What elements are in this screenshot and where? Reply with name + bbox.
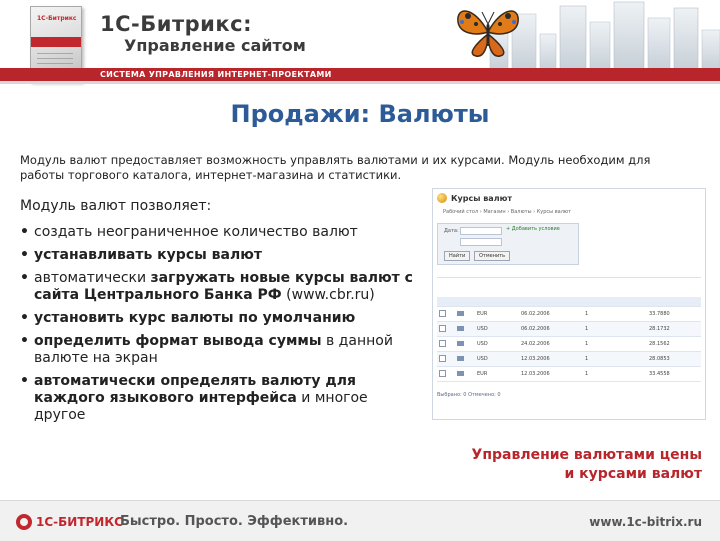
- feature-text-bold: загружать новые курсы валют с сайта Центрального Банка РФ: [34, 270, 413, 303]
- cell-currency: USD: [475, 322, 519, 337]
- cell-amount: 1: [583, 352, 647, 367]
- butterfly-image: [452, 2, 524, 60]
- header-tagline-bar: [0, 68, 720, 81]
- table-row[interactable]: [437, 337, 701, 352]
- slide-footer: [0, 500, 720, 541]
- cell-rate: 33.4558: [647, 367, 701, 382]
- cell-rate: 28.0853: [647, 352, 701, 367]
- row-checkbox[interactable]: [439, 310, 446, 317]
- product-box-stripe: [31, 37, 81, 47]
- product-box-label: 1С-Битрикс: [37, 15, 77, 22]
- row-checkbox[interactable]: [439, 355, 446, 362]
- brand-title: 1С-Битрикс:: [100, 12, 252, 36]
- screenshot-title: Курсы валют: [451, 193, 512, 203]
- cell-currency: EUR: [475, 307, 519, 322]
- cell-amount: 1: [583, 307, 647, 322]
- bullet-marker: •: [20, 270, 29, 286]
- row-actions-icon[interactable]: [457, 371, 464, 376]
- filter-panel: [437, 223, 579, 265]
- footer-slogan: Быстро. Просто. Эффективно.: [120, 514, 349, 529]
- bullet-marker: •: [20, 333, 29, 349]
- rates-table: [437, 297, 701, 382]
- table-row[interactable]: [437, 367, 701, 382]
- caption-line-1: Управление валютами цены: [471, 447, 702, 463]
- bullet-marker: •: [20, 310, 29, 326]
- table-header-row: [437, 297, 701, 307]
- footer-brand: 1С-БИТРИКС: [36, 515, 123, 529]
- feature-item: [20, 333, 420, 367]
- currency-rates-screenshot: [432, 188, 706, 420]
- feature-text-bold: определить формат вывода суммы: [34, 333, 322, 349]
- cell-rate: 33.7880: [647, 307, 701, 322]
- header-divider: [0, 81, 720, 84]
- caption-line-2: и курсами валют: [564, 466, 702, 482]
- bullet-marker: •: [20, 224, 29, 240]
- cell-date: 12.03.2006: [519, 352, 583, 367]
- footer-url: www.1c-bitrix.ru: [589, 515, 702, 529]
- screenshot-header: [437, 193, 512, 203]
- add-condition-link[interactable]: + Добавить условие: [506, 226, 560, 232]
- cell-rate: 28.1732: [647, 322, 701, 337]
- breadcrumb: Рабочий стол › Магазин › Валюты › Курсы валют: [443, 209, 572, 215]
- filter-date-input[interactable]: [460, 227, 502, 235]
- grid-toolbar: [437, 277, 701, 288]
- row-checkbox[interactable]: [439, 370, 446, 377]
- cell-rate: 28.1562: [647, 337, 701, 352]
- cell-date: 12.03.2006: [519, 367, 583, 382]
- table-row[interactable]: [437, 352, 701, 367]
- features-lead: Модуль валют позволяет:: [20, 198, 212, 214]
- cell-currency: EUR: [475, 367, 519, 382]
- brand-subtitle: Управление сайтом: [124, 36, 306, 55]
- header-tagline: СИСТЕМА УПРАВЛЕНИЯ ИНТЕРНЕТ-ПРОЕКТАМИ: [100, 70, 332, 79]
- screenshot-caption: [382, 446, 702, 484]
- bullet-marker: •: [20, 247, 29, 263]
- bitrix-logo-icon: [16, 514, 32, 530]
- feature-item: [20, 224, 420, 241]
- footer-logo: [16, 514, 123, 530]
- feature-item: [20, 373, 420, 424]
- row-checkbox[interactable]: [439, 325, 446, 332]
- cell-amount: 1: [583, 367, 647, 382]
- row-actions-icon[interactable]: [457, 311, 464, 316]
- feature-text-bold: установить курс валюты по умолчанию: [34, 310, 356, 326]
- feature-text: создать неограниченное количество валют: [34, 224, 358, 240]
- cell-amount: 1: [583, 337, 647, 352]
- slide-title: Продажи: Валюты: [230, 100, 490, 128]
- feature-item: [20, 247, 420, 264]
- feature-text: и многое другое: [34, 390, 368, 423]
- table-row[interactable]: [437, 322, 701, 337]
- bullet-marker: •: [20, 373, 29, 389]
- feature-item: [20, 270, 420, 304]
- row-actions-icon[interactable]: [457, 356, 464, 361]
- slide-header: [0, 0, 720, 88]
- cell-date: 24.02.2006: [519, 337, 583, 352]
- cancel-button[interactable]: Отменить: [474, 251, 510, 261]
- row-actions-icon[interactable]: [457, 341, 464, 346]
- feature-item: [20, 310, 420, 327]
- feature-text: в данной валюте на экран: [34, 333, 393, 366]
- cell-date: 06.02.2006: [519, 307, 583, 322]
- feature-text: автоматически: [34, 270, 151, 286]
- row-actions-icon[interactable]: [457, 326, 464, 331]
- table-row[interactable]: [437, 307, 701, 322]
- feature-text-bold: устанавливать курсы валют: [34, 247, 262, 263]
- row-checkbox[interactable]: [439, 340, 446, 347]
- filter-value-input[interactable]: [460, 238, 502, 246]
- intro-paragraph: Модуль валют предоставляет возможность управлять валютами и их курсами. Модуль необходим для работы торгового каталога, интернет-магазина и статистики.: [20, 153, 651, 182]
- cell-date: 06.02.2006: [519, 322, 583, 337]
- features-list: [20, 224, 420, 430]
- cell-currency: USD: [475, 352, 519, 367]
- cell-currency: USD: [475, 337, 519, 352]
- cbr-link-text: (www.cbr.ru): [286, 287, 375, 303]
- screenshot-footer: Выбрано: 0 Отмечено: 0: [437, 392, 501, 398]
- feature-text-bold: автоматически определять валюту для каждого языкового интерфейса: [34, 373, 356, 406]
- cell-amount: 1: [583, 322, 647, 337]
- coins-icon: [437, 193, 447, 203]
- filter-label: Дата:: [444, 228, 459, 234]
- find-button[interactable]: Найти: [444, 251, 470, 261]
